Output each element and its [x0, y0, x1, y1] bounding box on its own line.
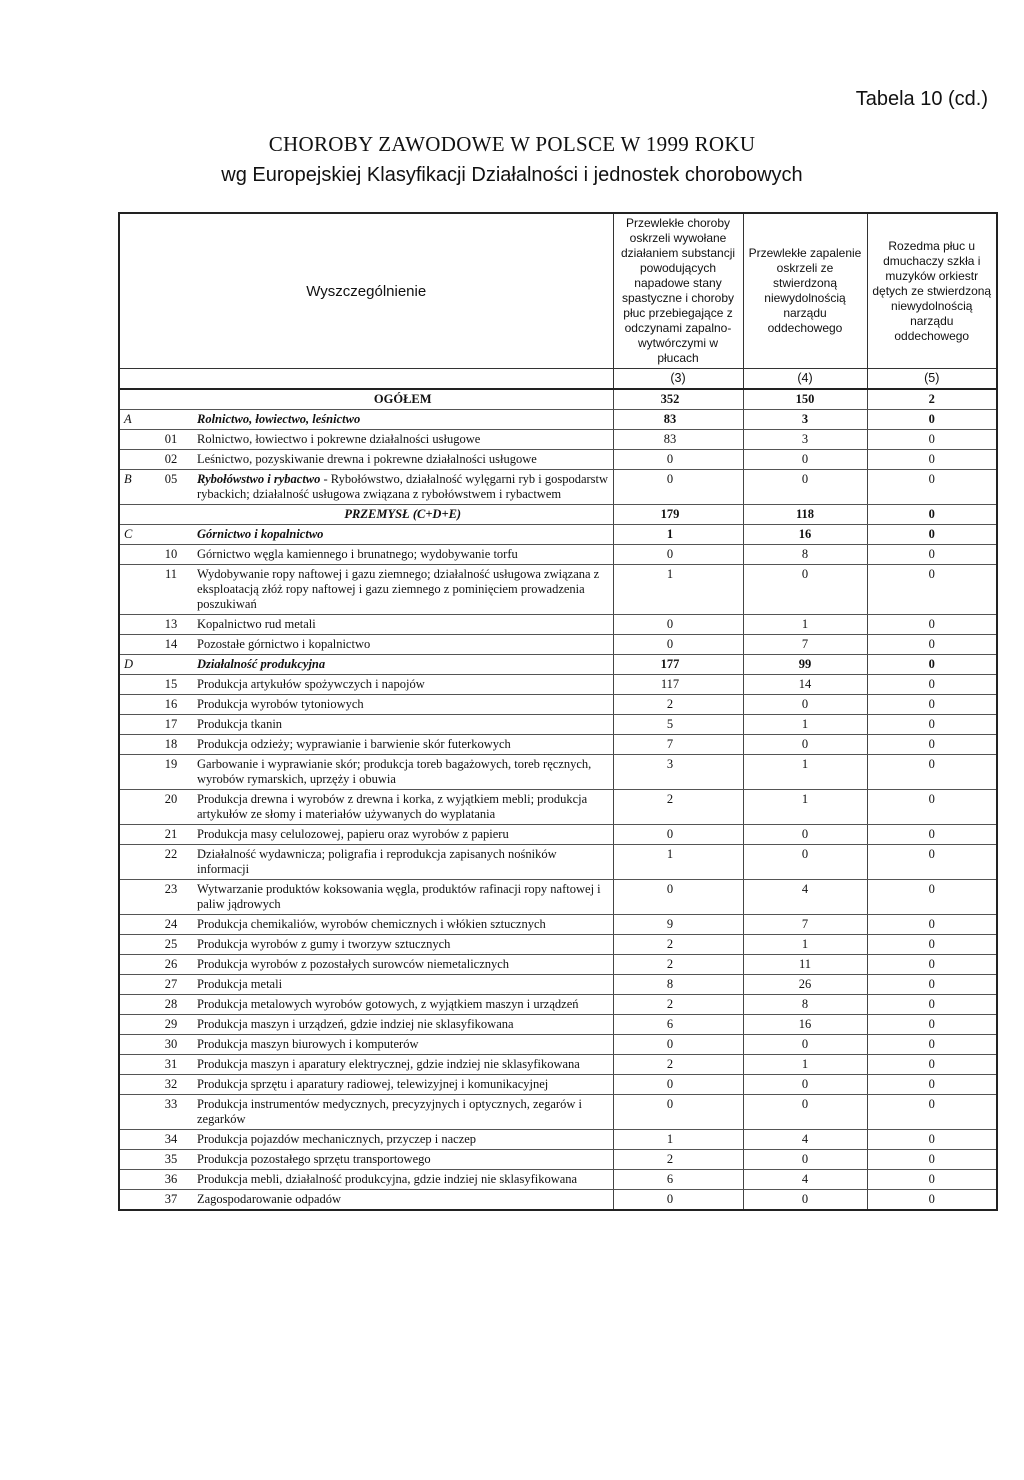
value-col3: 0 [613, 545, 743, 565]
section-letter [119, 1150, 149, 1170]
value-col5: 0 [867, 470, 997, 505]
value-col4: 4 [743, 1130, 867, 1150]
division-code: 21 [149, 825, 193, 845]
division-code: 30 [149, 1035, 193, 1055]
value-col3: 0 [613, 635, 743, 655]
section-letter [119, 755, 149, 790]
value-col4: 7 [743, 915, 867, 935]
value-col3: 0 [613, 615, 743, 635]
table-row [119, 1130, 997, 1150]
section-letter [119, 845, 149, 880]
table-row [119, 565, 997, 615]
row-description: Rolnictwo, łowiectwo i pokrewne działalności usługowe [193, 430, 613, 450]
row-description: Produkcja pojazdów mechanicznych, przyczep i naczep [193, 1130, 613, 1150]
section-letter [119, 1170, 149, 1190]
value-col4: 4 [743, 880, 867, 915]
value-col4: 8 [743, 545, 867, 565]
table-row [119, 505, 997, 525]
value-col3: 2 [613, 695, 743, 715]
section-letter [119, 915, 149, 935]
section-letter [119, 675, 149, 695]
division-code: 22 [149, 845, 193, 880]
value-col4: 1 [743, 615, 867, 635]
value-col4: 3 [743, 410, 867, 430]
value-col4: 4 [743, 1170, 867, 1190]
section-letter [119, 635, 149, 655]
row-description: Produkcja drewna i wyrobów z drewna i korka, z wyjątkiem mebli; produkcja artykułów ze słomy i materiałów używanych do wyplatania [193, 790, 613, 825]
value-col3: 2 [613, 955, 743, 975]
section-letter [119, 450, 149, 470]
value-col4: 0 [743, 450, 867, 470]
division-code: 01 [149, 430, 193, 450]
row-description: Produkcja artykułów spożywczych i napojów [193, 675, 613, 695]
column-number-4: (4) [743, 369, 867, 390]
division-code: 18 [149, 735, 193, 755]
division-code: 15 [149, 675, 193, 695]
table-row [119, 655, 997, 675]
value-col3: 0 [613, 1095, 743, 1130]
division-code: 23 [149, 880, 193, 915]
row-description: Produkcja pozostałego sprzętu transportowego [193, 1150, 613, 1170]
row-description: Wytwarzanie produktów koksowania węgla, produktów rafinacji ropy naftowej i paliw jądrowych [193, 880, 613, 915]
value-col5: 0 [867, 1190, 997, 1211]
value-col3: 2 [613, 790, 743, 825]
value-col5: 0 [867, 995, 997, 1015]
value-col4: 26 [743, 975, 867, 995]
table-row [119, 1095, 997, 1130]
header-description: Wyszczególnienie [119, 213, 613, 369]
value-col5: 0 [867, 1170, 997, 1190]
value-col5: 0 [867, 755, 997, 790]
section-letter [119, 1095, 149, 1130]
section-letter [119, 389, 149, 410]
value-col5: 0 [867, 1035, 997, 1055]
value-col5: 0 [867, 505, 997, 525]
header-col5: Rozedma płuc u dmuchaczy szkła i muzyków orkiestr dętych ze stwierdzoną niewydolnością narządu oddechowego [867, 213, 997, 369]
value-col5: 0 [867, 615, 997, 635]
value-col3: 2 [613, 935, 743, 955]
value-col4: 11 [743, 955, 867, 975]
value-col3: 1 [613, 1130, 743, 1150]
table-row [119, 845, 997, 880]
row-description: Pozostałe górnictwo i kopalnictwo [193, 635, 613, 655]
value-col3: 9 [613, 915, 743, 935]
row-description: Produkcja wyrobów z gumy i tworzyw sztucznych [193, 935, 613, 955]
value-col4: 16 [743, 1015, 867, 1035]
value-col3: 6 [613, 1170, 743, 1190]
value-col4: 3 [743, 430, 867, 450]
value-col3: 352 [613, 389, 743, 410]
division-code [149, 655, 193, 675]
row-description: Produkcja chemikaliów, wyrobów chemicznych i włókien sztucznych [193, 915, 613, 935]
value-col3: 3 [613, 755, 743, 790]
table-row [119, 615, 997, 635]
value-col4: 0 [743, 845, 867, 880]
value-col3: 0 [613, 450, 743, 470]
row-description: Leśnictwo, pozyskiwanie drewna i pokrewne działalności usługowe [193, 450, 613, 470]
value-col5: 0 [867, 545, 997, 565]
table-row [119, 735, 997, 755]
value-col3: 0 [613, 1075, 743, 1095]
row-description: Górnictwo i kopalnictwo [193, 525, 613, 545]
value-col5: 0 [867, 1055, 997, 1075]
section-letter: A [119, 410, 149, 430]
column-number-5: (5) [867, 369, 997, 390]
section-letter [119, 975, 149, 995]
table-row [119, 715, 997, 735]
value-col3: 7 [613, 735, 743, 755]
row-description: Produkcja metali [193, 975, 613, 995]
value-col3: 0 [613, 880, 743, 915]
value-col3: 179 [613, 505, 743, 525]
value-col3: 1 [613, 565, 743, 615]
division-code [149, 410, 193, 430]
section-letter [119, 615, 149, 635]
row-description: Kopalnictwo rud metali [193, 615, 613, 635]
section-letter [119, 1190, 149, 1211]
row-description: Produkcja mebli, działalność produkcyjna, gdzie indziej nie sklasyfikowana [193, 1170, 613, 1190]
value-col4: 16 [743, 525, 867, 545]
row-description: Produkcja masy celulozowej, papieru oraz wyrobów z papieru [193, 825, 613, 845]
value-col5: 2 [867, 389, 997, 410]
value-col4: 1 [743, 715, 867, 735]
row-description: Produkcja tkanin [193, 715, 613, 735]
division-code: 02 [149, 450, 193, 470]
section-letter [119, 695, 149, 715]
division-code: 20 [149, 790, 193, 825]
value-col4: 0 [743, 470, 867, 505]
table-row [119, 1055, 997, 1075]
value-col5: 0 [867, 955, 997, 975]
value-col3: 117 [613, 675, 743, 695]
table-row [119, 1035, 997, 1055]
row-description: Działalność produkcyjna [193, 655, 613, 675]
value-col5: 0 [867, 735, 997, 755]
table-row [119, 545, 997, 565]
value-col3: 177 [613, 655, 743, 675]
table-row [119, 410, 997, 430]
value-col4: 0 [743, 565, 867, 615]
table-row [119, 389, 997, 410]
value-col3: 0 [613, 470, 743, 505]
division-code: 35 [149, 1150, 193, 1170]
column-number-3: (3) [613, 369, 743, 390]
value-col3: 0 [613, 1035, 743, 1055]
row-description: OGÓŁEM [193, 389, 613, 410]
value-col5: 0 [867, 675, 997, 695]
table-row [119, 975, 997, 995]
table-row [119, 880, 997, 915]
section-letter [119, 880, 149, 915]
value-col3: 8 [613, 975, 743, 995]
row-description: Produkcja maszyn biurowych i komputerów [193, 1035, 613, 1055]
header-col3: Przewlekłe choroby oskrzeli wywołane działaniem substancji powodujących napadowe stany spastyczne i choroby płuc przebiegające z odczynami zapalno-wytwórczymi w płucach [613, 213, 743, 369]
page-subtitle: wg Europejskiej Klasyfikacji Działalności i jednostek chorobowych [221, 164, 803, 186]
value-col5: 0 [867, 935, 997, 955]
table-row [119, 1075, 997, 1095]
table-row [119, 790, 997, 825]
value-col5: 0 [867, 845, 997, 880]
division-code: 19 [149, 755, 193, 790]
value-col4: 7 [743, 635, 867, 655]
value-col5: 0 [867, 1150, 997, 1170]
value-col5: 0 [867, 1075, 997, 1095]
row-description: Produkcja maszyn i urządzeń, gdzie indziej nie sklasyfikowana [193, 1015, 613, 1035]
value-col5: 0 [867, 450, 997, 470]
value-col5: 0 [867, 1095, 997, 1130]
division-code: 14 [149, 635, 193, 655]
division-code [149, 389, 193, 410]
value-col4: 99 [743, 655, 867, 675]
value-col3: 1 [613, 525, 743, 545]
value-col5: 0 [867, 525, 997, 545]
table-row [119, 825, 997, 845]
row-description: Produkcja maszyn i aparatury elektrycznej, gdzie indziej nie sklasyfikowana [193, 1055, 613, 1075]
value-col5: 0 [867, 715, 997, 735]
section-letter [119, 735, 149, 755]
value-col3: 2 [613, 1150, 743, 1170]
division-code: 10 [149, 545, 193, 565]
table-row [119, 635, 997, 655]
value-col4: 0 [743, 695, 867, 715]
division-code: 16 [149, 695, 193, 715]
section-letter [119, 1055, 149, 1075]
value-col3: 2 [613, 995, 743, 1015]
row-description: Produkcja metalowych wyrobów gotowych, z wyjątkiem maszyn i urządzeń [193, 995, 613, 1015]
row-description: Działalność wydawnicza; poligrafia i reprodukcja zapisanych nośników informacji [193, 845, 613, 880]
row-description: Wydobywanie ropy naftowej i gazu ziemnego; działalność usługowa związana z eksploatacją złóż ropy naftowej i gazu ziemnego z pominięciem prowadzenia poszukiwań [193, 565, 613, 615]
value-col3: 1 [613, 845, 743, 880]
section-letter: B [119, 470, 149, 505]
row-description: PRZEMYSŁ (C+D+E) [193, 505, 613, 525]
column-number-row [119, 369, 997, 390]
table-row [119, 430, 997, 450]
section-letter [119, 545, 149, 565]
division-code: 32 [149, 1075, 193, 1095]
row-description: Produkcja sprzętu i aparatury radiowej, telewizyjnej i komunikacyjnej [193, 1075, 613, 1095]
table-row [119, 470, 997, 505]
value-col5: 0 [867, 565, 997, 615]
page-title: CHOROBY ZAWODOWE W POLSCE W 1999 ROKU [268, 132, 756, 156]
value-col3: 6 [613, 1015, 743, 1035]
section-letter [119, 430, 149, 450]
value-col5: 0 [867, 430, 997, 450]
division-code: 05 [149, 470, 193, 505]
division-code: 37 [149, 1190, 193, 1211]
value-col4: 1 [743, 755, 867, 790]
division-code: 36 [149, 1170, 193, 1190]
table-row [119, 935, 997, 955]
division-code: 29 [149, 1015, 193, 1035]
value-col5: 0 [867, 635, 997, 655]
value-col4: 1 [743, 790, 867, 825]
table-row [119, 695, 997, 715]
value-col4: 0 [743, 1075, 867, 1095]
section-letter [119, 790, 149, 825]
value-col4: 0 [743, 1190, 867, 1211]
value-col5: 0 [867, 915, 997, 935]
table-row [119, 995, 997, 1015]
value-col5: 0 [867, 880, 997, 915]
section-letter [119, 955, 149, 975]
section-letter [119, 1130, 149, 1150]
value-col5: 0 [867, 410, 997, 430]
section-letter: D [119, 655, 149, 675]
section-letter [119, 995, 149, 1015]
division-code: 24 [149, 915, 193, 935]
table-number-label: Tabela 10 (cd.) [855, 88, 988, 110]
division-code: 26 [149, 955, 193, 975]
row-description: Produkcja instrumentów medycznych, precyzyjnych i optycznych, zegarów i zegarków [193, 1095, 613, 1130]
value-col4: 0 [743, 1095, 867, 1130]
table-row [119, 525, 997, 545]
row-description: Zagospodarowanie odpadów [193, 1190, 613, 1211]
row-description: Produkcja odzieży; wyprawianie i barwienie skór futerkowych [193, 735, 613, 755]
value-col3: 0 [613, 1190, 743, 1211]
value-col5: 0 [867, 1015, 997, 1035]
division-code: 31 [149, 1055, 193, 1075]
section-letter [119, 1035, 149, 1055]
diseases-table [118, 212, 998, 1211]
table-row [119, 955, 997, 975]
value-col3: 2 [613, 1055, 743, 1075]
table-row [119, 1170, 997, 1190]
section-letter: C [119, 525, 149, 545]
value-col3: 0 [613, 825, 743, 845]
table-row [119, 915, 997, 935]
section-letter [119, 935, 149, 955]
row-description: Produkcja wyrobów z pozostałych surowców niemetalicznych [193, 955, 613, 975]
value-col5: 0 [867, 1130, 997, 1150]
value-col4: 14 [743, 675, 867, 695]
section-letter [119, 825, 149, 845]
table-row [119, 1190, 997, 1211]
value-col4: 118 [743, 505, 867, 525]
section-letter [119, 715, 149, 735]
value-col5: 0 [867, 655, 997, 675]
value-col3: 5 [613, 715, 743, 735]
division-code: 17 [149, 715, 193, 735]
value-col5: 0 [867, 975, 997, 995]
division-code [149, 505, 193, 525]
division-code: 28 [149, 995, 193, 1015]
value-col4: 150 [743, 389, 867, 410]
value-col4: 1 [743, 935, 867, 955]
division-code: 34 [149, 1130, 193, 1150]
division-code: 11 [149, 565, 193, 615]
value-col4: 0 [743, 735, 867, 755]
division-code: 13 [149, 615, 193, 635]
row-description: Produkcja wyrobów tytoniowych [193, 695, 613, 715]
row-description: Górnictwo węgla kamiennego i brunatnego; wydobywanie torfu [193, 545, 613, 565]
value-col4: 1 [743, 1055, 867, 1075]
value-col5: 0 [867, 825, 997, 845]
value-col3: 83 [613, 410, 743, 430]
table-row [119, 1150, 997, 1170]
row-description-rest: - Rybołówstwo, działalność wylęgarni ryb i gospodarstw rybackich; działalność usługowa związana z rybołówstwem i rybactwem [197, 472, 609, 501]
value-col5: 0 [867, 695, 997, 715]
header-col4: Przewlekłe zapalenie oskrzeli ze stwierdzoną niewydolnością narządu oddechowego [743, 213, 867, 369]
row-description-lead: Rybołówstwo i rybactwo [197, 472, 321, 486]
value-col4: 8 [743, 995, 867, 1015]
row-description: Garbowanie i wyprawianie skór; produkcja toreb bagażowych, toreb ręcznych, wyrobów rymarskich, uprzęży i obuwia [193, 755, 613, 790]
division-code: 33 [149, 1095, 193, 1130]
division-code: 27 [149, 975, 193, 995]
section-letter [119, 1075, 149, 1095]
table-row [119, 755, 997, 790]
division-code [149, 525, 193, 545]
table-row [119, 1015, 997, 1035]
table-row [119, 675, 997, 695]
row-description [193, 470, 613, 505]
value-col4: 0 [743, 1150, 867, 1170]
value-col3: 83 [613, 430, 743, 450]
table-header-row [119, 213, 997, 369]
section-letter [119, 1015, 149, 1035]
section-letter [119, 505, 149, 525]
value-col5: 0 [867, 790, 997, 825]
value-col4: 0 [743, 1035, 867, 1055]
section-letter [119, 565, 149, 615]
row-description: Rolnictwo, łowiectwo, leśnictwo [193, 410, 613, 430]
division-code: 25 [149, 935, 193, 955]
column-number-blank [119, 369, 613, 390]
table-row [119, 450, 997, 470]
value-col4: 0 [743, 825, 867, 845]
